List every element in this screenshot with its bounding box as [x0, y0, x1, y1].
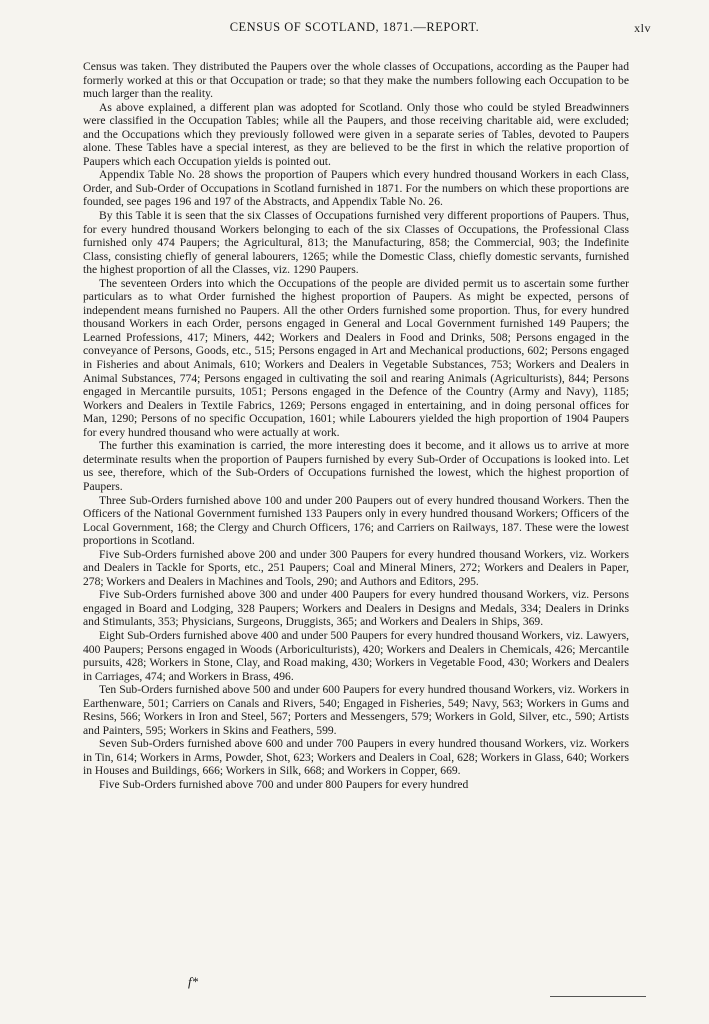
- paragraph: Census was taken. They distributed the Paupers over the whole classes of Occupations, according as the Pauper had formerly worked at this or that Occupation or trade; so that they make the numbers following each Occupation to be much larger than the reality.: [83, 60, 629, 101]
- paragraph: The seventeen Orders into which the Occupations of the people are divided permit us to ascertain some further particulars as to what Order furnished the highest proportion of Paupers. As might be expected, persons of independent means furnished no Paupers. All the other Orders furnished some proportion. Thus, for every hundred thousand Workers in each Order, persons engaged in General and Local Government furnished 149 Paupers; the Learned Professions, 417; Miners, 442; Workers and Dealers in Food and Drinks, 508; Persons engaged in the conveyance of Persons, Goods, etc., 515; Persons engaged in Art and Mechanical productions, 602; Persons engaged in Fisheries and about Animals, 610; Workers and Dealers in Vegetable Substances, 753; Workers and Dealers in Animal Substances, 774; Persons engaged in cultivating the soil and rearing Animals (Agriculturists), 844; Persons engaged in Mercantile pursuits, 1051; Persons engaged in the Defence of the Country (Army and Navy), 1185; Workers and Dealers in Textile Fabrics, 1269; Persons engaged in entertaining, and in doing personal offices for Man, 1290; Persons of no specific Occupation, 1601; while Labourers yielded the high proportion of 1904 Paupers for every hundred thousand who were actually at work.: [83, 276, 629, 439]
- paragraph: Appendix Table No. 28 shows the proportion of Paupers which every hundred thousand Workers in each Class, Order, and Sub-Order of Occupations in Scotland furnished in 1871. For the numbers on which these proportions are founded, see pages 196 and 197 of the Abstracts, and Appendix Table No. 26.: [83, 168, 629, 209]
- page-number: xlv: [634, 21, 651, 35]
- paragraph: Five Sub-Orders furnished above 300 and under 400 Paupers for every hundred thousand Workers, viz. Persons engaged in Board and Lodging, 328 Paupers; Workers and Dealers in Designs and Medals, 334; Dealers in Drinks and Stimulants, 353; Physicians, Surgeons, Druggists, 365; and Workers and Dealers in Ships, 369.: [83, 588, 629, 629]
- report-body: [83, 60, 629, 792]
- paragraph: Seven Sub-Orders furnished above 600 and under 700 Paupers in every hundred thousand Workers, viz. Workers in Tin, 614; Workers in Arms, Powder, Shot, 623; Workers and Dealers in Coal, 628; Workers in Glass, 640; Workers in Houses and Buildings, 666; Workers in Silk, 668; and Workers in Copper, 669.: [83, 737, 629, 778]
- paragraph: As above explained, a different plan was adopted for Scotland. Only those who could be styled Breadwinners were classified in the Occupation Tables; while all the Paupers, and those receiving charitable aid, were excluded; and the Occupations which they previously followed were given in a separate series of Tables, devoted to Paupers alone. These Tables have a special interest, as they are believed to be the first in which the relative proportion of Paupers which each Occupation yields is pointed out.: [83, 100, 629, 168]
- paragraph: Five Sub-Orders furnished above 200 and under 300 Paupers for every hundred thousand Workers, viz. Workers and Dealers in Tackle for Sports, etc., 251 Paupers; Coal and Mineral Miners, 272; Workers and Dealers in Paper, 278; Workers and Dealers in Machines and Tools, 290; and Authors and Editors, 295.: [83, 547, 629, 588]
- signature-mark: f*: [188, 974, 199, 989]
- paragraph: Five Sub-Orders furnished above 700 and under 800 Paupers for every hundred: [99, 777, 469, 791]
- running-title: CENSUS OF SCOTLAND, 1871.—REPORT.: [229, 20, 480, 34]
- paragraph: Three Sub-Orders furnished above 100 and under 200 Paupers out of every hundred thousand Workers. Then the Officers of the National Government furnished 133 Paupers only in every hundred thousand Workers; Officers of the Local Government, 168; the Clergy and Church Officers, 176; and Carriers on Railways, 187. These were the lowest proportions in Scotland.: [83, 493, 629, 548]
- paragraph: The further this examination is carried, the more interesting does it become, and it allows us to arrive at more determinate results when the proportion of Paupers furnished by every Sub-Order of Occupations is looked into. Let us see, therefore, which of the Sub-Orders of Occupations furnished the lowest, which the highest proportion of Paupers.: [83, 439, 629, 493]
- paragraph: Ten Sub-Orders furnished above 500 and under 600 Paupers for every hundred thousand Workers, viz. Workers in Earthenware, 501; Carriers on Canals and Rivers, 540; Engaged in Fisheries, 549; Navy, 563; Workers in Gums and Resins, 566; Workers in Iron and Steel, 567; Porters and Messengers, 579; Workers in Gold, Silver, etc., 590; Artists and Painters, 595; Workers in Skins and Feathers, 599.: [83, 683, 629, 737]
- page-header: [0, 20, 709, 38]
- paragraph: By this Table it is seen that the six Classes of Occupations furnished very different proportions of Paupers. Thus, for every hundred thousand Workers belonging to each of the six Classes of Occupations, the Professional Class furnished only 474 Paupers; the Agricultural, 813; the Manufacturing, 858; the Commercial, 903; the Indefinite Class, consisting chiefly of general labourers, 1265; while the Domestic Class, chiefly domestic servants, furnished the highest proportion of all the Classes, viz. 1290 Paupers.: [83, 209, 629, 277]
- footer-rule: [550, 996, 646, 997]
- paragraph: Eight Sub-Orders furnished above 400 and under 500 Paupers for every hundred thousand Workers, viz. Lawyers, 400 Paupers; Persons engaged in Woods (Arboriculturists), 420; Workers and Dealers in Chemicals, 426; Mercantile pursuits, 428; Workers in Stone, Clay, and Road making, 430; Workers in Vegetable Food, 430; Workers and Dealers in Carriages, 474; and Workers in Brass, 496.: [83, 628, 629, 683]
